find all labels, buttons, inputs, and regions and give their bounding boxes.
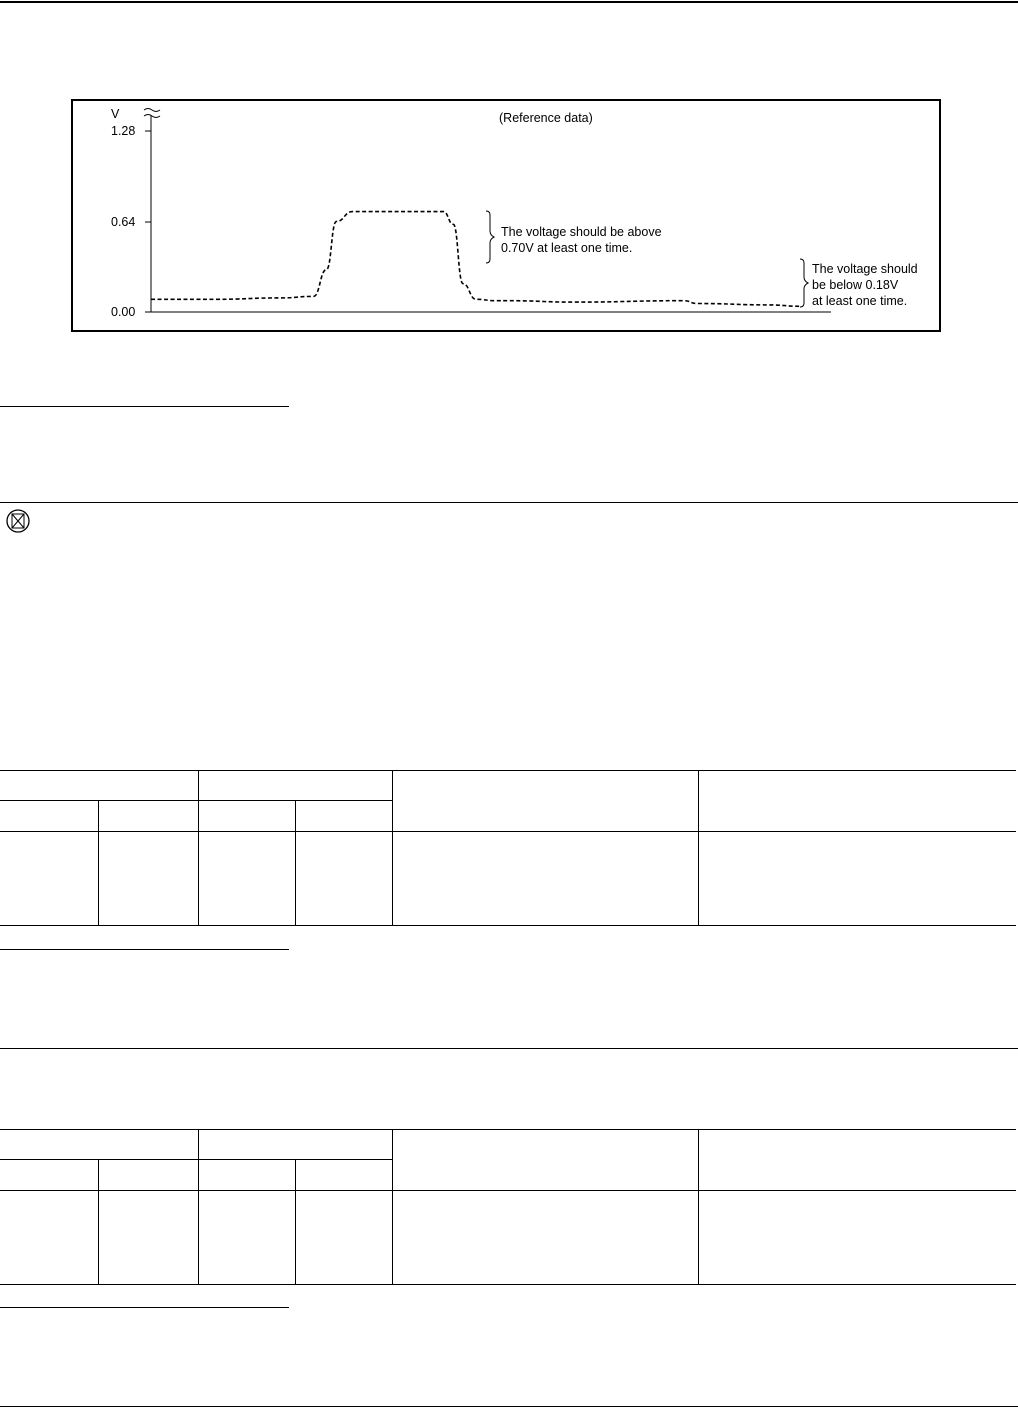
table-header-cell (392, 771, 698, 832)
table-subheader-cell (0, 801, 98, 832)
table-cell (198, 832, 295, 926)
section-underline (0, 1307, 289, 1308)
annotation-high-line-2: 0.70V at least one time. (501, 241, 633, 255)
table-header-cell (198, 1130, 392, 1160)
table-header-cell (0, 771, 198, 801)
table-subheader-cell (0, 1160, 98, 1191)
table-subheader-cell (198, 801, 295, 832)
section-underline (0, 949, 289, 950)
table-header-cell (698, 1130, 1016, 1191)
table-cell (0, 1191, 98, 1285)
top-rule (0, 1, 1018, 3)
table-header-cell (198, 771, 392, 801)
table-cell (295, 1191, 392, 1285)
table-cell (698, 832, 1016, 926)
table-subheader-cell (98, 1160, 198, 1191)
y-unit-label: V (111, 107, 120, 121)
table-subheader-cell (295, 1160, 392, 1191)
figure-title: (Reference data) (499, 111, 593, 125)
table-subheader-cell (295, 801, 392, 832)
table-header-cell (698, 771, 1016, 832)
table-row (0, 1191, 1016, 1285)
annotation-brace-high (486, 211, 494, 263)
annotation-low-line-3: at least one time. (812, 294, 908, 308)
table-cell (98, 1191, 198, 1285)
section-underline (0, 406, 289, 407)
waveform-figure (71, 99, 941, 332)
annotation-low-line-1: The voltage should (812, 262, 918, 276)
table-row (0, 832, 1016, 926)
section-rule (0, 1048, 1018, 1049)
axis-break-icon (144, 109, 160, 118)
annotation-high-line-1: The voltage should be above (501, 225, 662, 239)
table-subheader-cell (198, 1160, 295, 1191)
terminal-table (0, 1129, 1016, 1285)
table-cell (198, 1191, 295, 1285)
terminal-table (0, 770, 1016, 926)
bottom-rule (0, 1406, 1018, 1407)
table-header-cell (392, 1130, 698, 1191)
table-cell (698, 1191, 1016, 1285)
no-service-icon (5, 508, 31, 534)
section-rule (0, 502, 1018, 503)
y-tick-label: 0.00 (111, 305, 136, 319)
table-cell (392, 1191, 698, 1285)
table-subheader-cell (98, 801, 198, 832)
annotation-brace-low (800, 259, 808, 307)
table-cell (295, 832, 392, 926)
y-tick-label: 1.28 (111, 124, 136, 138)
table-cell (98, 832, 198, 926)
table-header-cell (0, 1130, 198, 1160)
annotation-low-line-2: be below 0.18V (812, 278, 899, 292)
waveform-chart (73, 101, 943, 334)
y-tick-label: 0.64 (111, 215, 136, 229)
voltage-series-line (151, 212, 801, 307)
table-cell (0, 832, 98, 926)
table-cell (392, 832, 698, 926)
